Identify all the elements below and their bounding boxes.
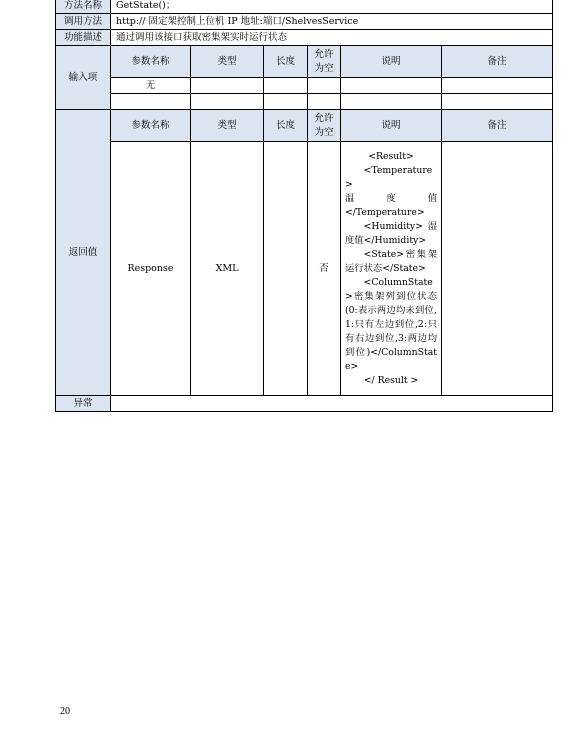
exception-value (111, 396, 553, 412)
input-nullable (308, 78, 341, 94)
page-number: 20 (60, 706, 70, 717)
input-type (191, 78, 264, 94)
col-nullable-line1: 允许 (314, 48, 334, 60)
col-nullable-line2: 为空 (314, 126, 334, 138)
desc-state: <State>密集架运行状态</State> (345, 248, 437, 274)
desc-column-state: <ColumnState>密集架列到位状态(0:表示两边均未到位,1:只有左边到位,2:只有右边到位,3:两边均到位)</ColumnState> (345, 276, 437, 372)
desc-temperature-value: 温 度 值 (345, 192, 437, 204)
input-param-name (111, 94, 191, 110)
input-remark (442, 94, 553, 110)
output-row (56, 142, 553, 396)
api-spec-table (55, 0, 553, 412)
output-type: XML (191, 142, 264, 396)
function-desc-value: 通过调用该接口获取密集架实时运行状态 (111, 30, 553, 46)
input-description (341, 94, 442, 110)
function-desc-label: 功能描述 (56, 30, 111, 46)
exception-label: 异常 (56, 396, 111, 412)
col-remark: 备注 (442, 110, 553, 142)
output-remark (442, 142, 553, 396)
desc-temperature-open: <Temperature> (345, 164, 433, 190)
input-row (56, 78, 553, 94)
col-description: 说明 (341, 110, 442, 142)
input-type (191, 94, 264, 110)
call-method-label: 调用方法 (56, 14, 111, 30)
col-length: 长度 (264, 46, 308, 78)
col-nullable (308, 110, 341, 142)
desc-humidity: <Humidity>湿度值</Humidity> (345, 220, 437, 246)
input-header-row (56, 46, 553, 78)
col-nullable-line2: 为空 (314, 62, 334, 74)
output-header-row (56, 110, 553, 142)
output-param-name: Response (111, 142, 191, 396)
desc-result-open: <Result> (368, 150, 414, 162)
col-length: 长度 (264, 110, 308, 142)
method-name-value: GetState()； (111, 0, 553, 14)
input-label: 输入项 (56, 46, 111, 110)
col-type: 类型 (191, 46, 264, 78)
desc-result-close: </ Result > (363, 374, 419, 386)
col-param-name: 参数名称 (111, 110, 191, 142)
output-label: 返回值 (56, 110, 111, 396)
col-param-name: 参数名称 (111, 46, 191, 78)
function-desc-row (56, 30, 553, 46)
col-nullable-line1: 允许 (314, 112, 334, 124)
input-remark (442, 78, 553, 94)
method-name-row (56, 0, 553, 14)
col-type: 类型 (191, 110, 264, 142)
output-description (341, 142, 442, 396)
input-row (56, 94, 553, 110)
desc-temperature-close: </Temperature> (345, 206, 425, 218)
input-length (264, 94, 308, 110)
input-nullable (308, 94, 341, 110)
col-remark: 备注 (442, 46, 553, 78)
method-name-label: 方法名称 (56, 0, 111, 14)
exception-row (56, 396, 553, 412)
col-description: 说明 (341, 46, 442, 78)
col-nullable (308, 46, 341, 78)
call-method-row (56, 14, 553, 30)
input-description (341, 78, 442, 94)
input-length (264, 78, 308, 94)
output-nullable: 否 (308, 142, 341, 396)
call-method-value: http:// 固定架控制上位机 IP 地址:端口/ShelvesService (111, 14, 553, 30)
output-length (264, 142, 308, 396)
input-param-name: 无 (111, 78, 191, 94)
